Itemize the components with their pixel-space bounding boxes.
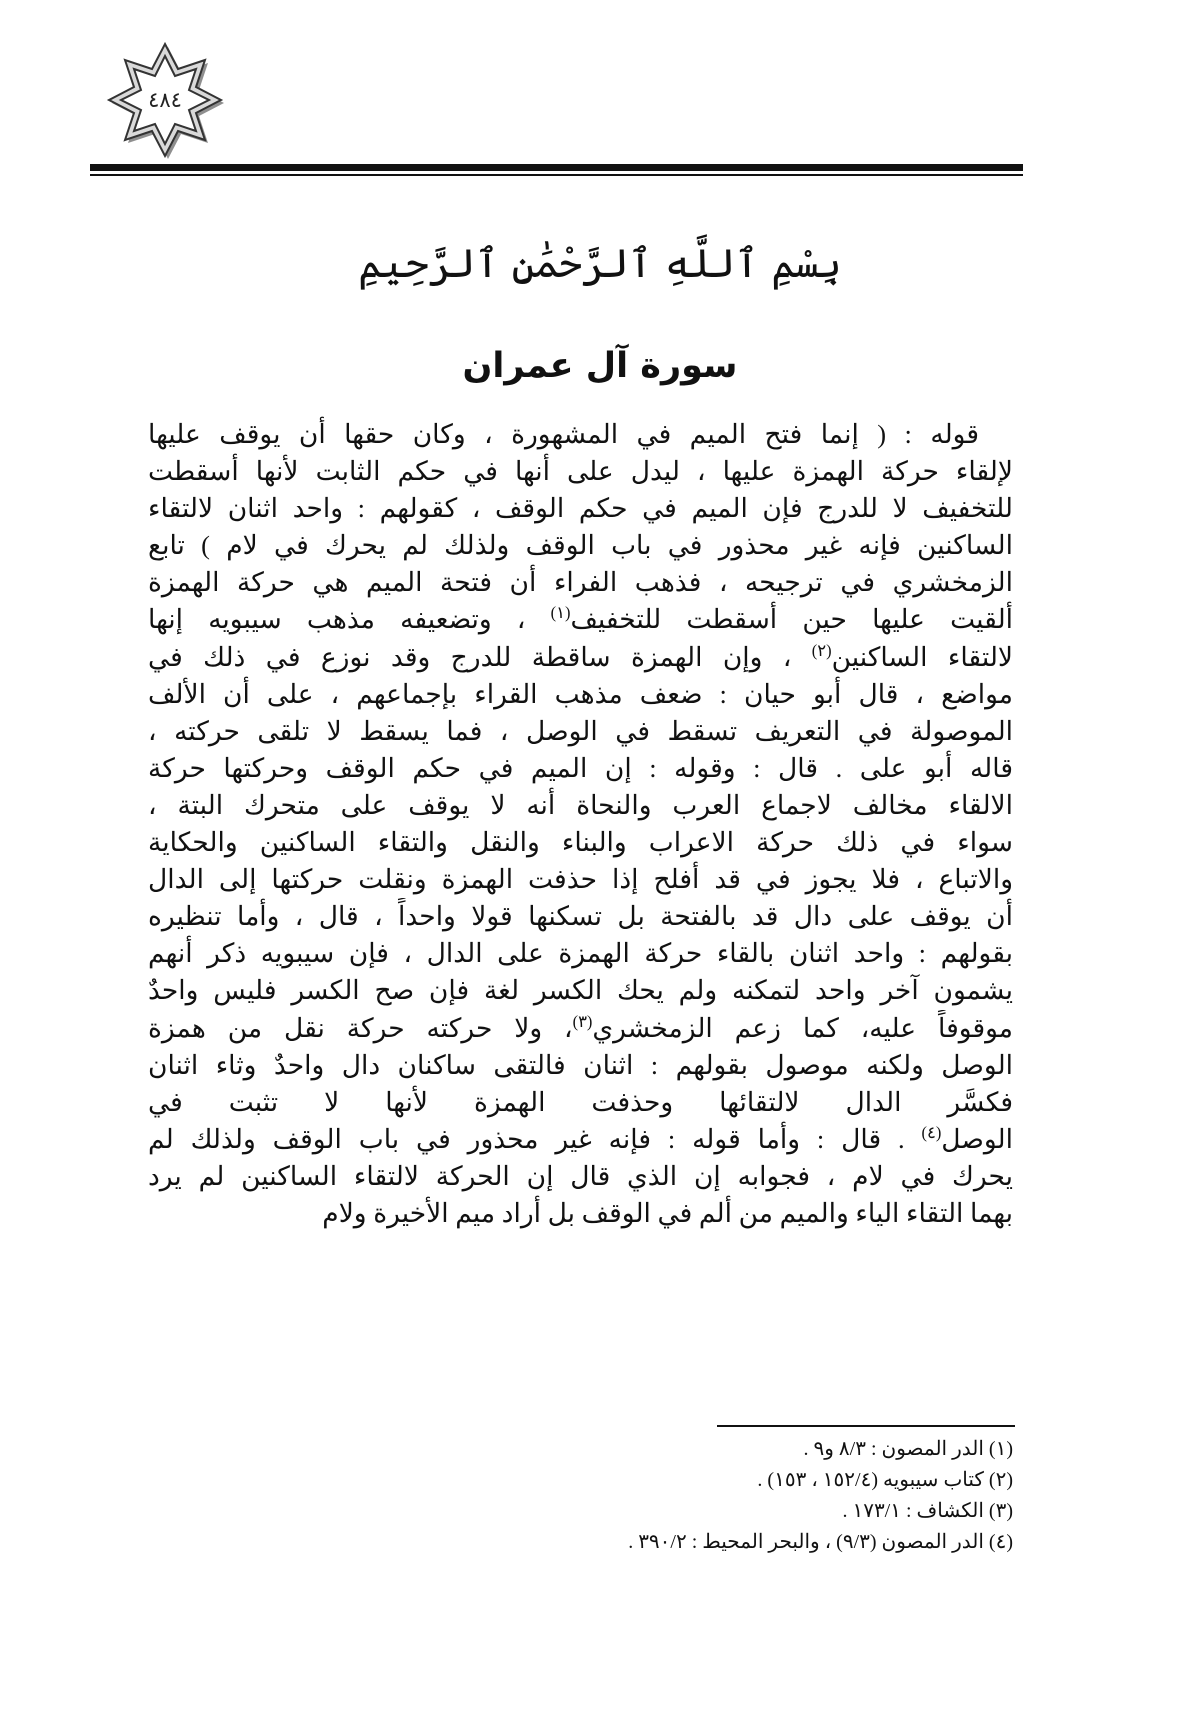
text-line: قاله أبو على . قال : وقوله : إن الميم في حكم الوقف وحركتها حركة [148,752,1013,783]
text-segment: . قال : وأما قوله : فإنه غير محذور في باب الوقف ولذلك لم [148,1123,905,1154]
header-rule-thin [90,174,1023,176]
footnotes [148,1434,1013,1558]
text-line: يحرك في لام ، فجوابه إن الذي قال إن الحركة لالتقاء الساكنين لم يرد [148,1160,1013,1191]
footnote-marker: (٢) [811,640,832,660]
text-line: قوله : ( إنما فتح الميم في المشهورة ، وكان حقها أن يوقف عليها [148,419,979,449]
text-line: أن يوقف على دال قد بالفتحة بل تسكنها قولا واحداً ، قال ، وأما تنظيره [148,901,1013,932]
text-segment: ، وإن الهمزة ساقطة للدرج وقد نوزع في ذلك في [148,641,792,672]
text-line: الوصل ولكنه موصول بقولهم : اثنان فالتقى ساكنان دال واحدٌ وثاء اثنان [148,1049,1013,1080]
page-number-badge [105,40,225,160]
footnote: (٢) كتاب سيبويه (١٥٢/٤ ، ١٥٣) . [757,1469,1013,1491]
basmala: بِسْمِ ٱللَّهِ ٱلرَّحْمَٰنِ ٱلرَّحِيمِ [358,241,842,287]
text-line: فكسَّر الدال لالتقائها وحذفت الهمزة لأنها لا تثبت في [148,1086,1013,1117]
footnote-marker: (٣) [572,1011,593,1031]
text-segment: الوصل [941,1123,1013,1154]
text-line [148,601,1013,638]
footnote: (٤) الدر المصون (٩/٣) ، والبحر المحيط : ٣٩٠/٢ . [628,1531,1013,1553]
footnote-marker: (٤) [921,1122,942,1142]
text-line: بهما التقاء الياء والميم من ألم في الوقف بل أراد ميم الأخيرة ولام [322,1197,1013,1228]
body-text [148,416,1013,1232]
text-segment: ، ولا حركته حركة نقل من همزة [148,1012,573,1043]
text-line: سواء في ذلك حركة الاعراب والبناء والنقل والتقاء الساكنين والحكاية [148,827,1013,858]
text-line: الساكنين فإنه غير محذور في باب الوقف ولذلك لم يحرك في لام ) تابع [148,530,1013,561]
text-line: الزمخشري في ترجيحه ، فذهب الفراء أن فتحة الميم هي حركة الهمزة [148,567,1013,598]
text-line: والاتباع ، فلا يجوز في قد أفلح إذا حذفت الهمزة ونقلت حركتها إلى الدال [148,864,1013,895]
page-number: ٤٨٤ [148,88,182,112]
footnote-marker: (١) [550,603,571,623]
text-segment: ألقيت عليها حين أسقطت للتخفيف [570,604,1013,635]
text-line: الموصولة في التعريف تسقط في الوصل ، فما يسقط لا تلقى حركته ، [148,715,1013,746]
text-segment: ، وتضعيفه مذهب سيبويه إنها [148,604,526,635]
text-line: لإلقاء حركة الهمزة عليها ، ليدل على أنها في حكم الثابت لأنها أسقطت [148,456,1013,487]
footnote: (١) الدر المصون : ٨/٣ و٩ . [803,1438,1013,1460]
surah-title: سورة آل عمران [462,346,738,386]
text-line [148,1010,1013,1047]
header-rule [90,164,1023,171]
footnote: (٣) الكشاف : ١٧٣/١ . [842,1500,1013,1522]
text-segment: لالتقاء الساكنين [831,641,1013,672]
text-line: مواضع ، قال أبو حيان : ضعف مذهب القراء بإجماعهم ، على أن الألف [148,678,1013,709]
text-line [148,639,1013,676]
text-line [148,1121,1013,1158]
text-line: للتخفيف لا للدرج فإن الميم في حكم الوقف ، كقولهم : واحد اثنان لالتقاء [148,493,1013,524]
text-segment: موقوفاً عليه، كما زعم الزمخشري [592,1012,1013,1043]
text-line: يشمون آخر واحد لتمكنه ولم يحك الكسر لغة فإن صح الكسر فليس واحدٌ [148,975,1013,1006]
text-line: بقولهم : واحد اثنان بالقاء حركة الهمزة على الدال ، فإن سيبويه ذكر أنهم [148,938,1013,969]
text-line: الالقاء مخالف لاجماع العرب والنحاة أنه لا يوقف على متحرك البتة ، [148,789,1013,820]
footnote-separator [717,1425,1015,1427]
